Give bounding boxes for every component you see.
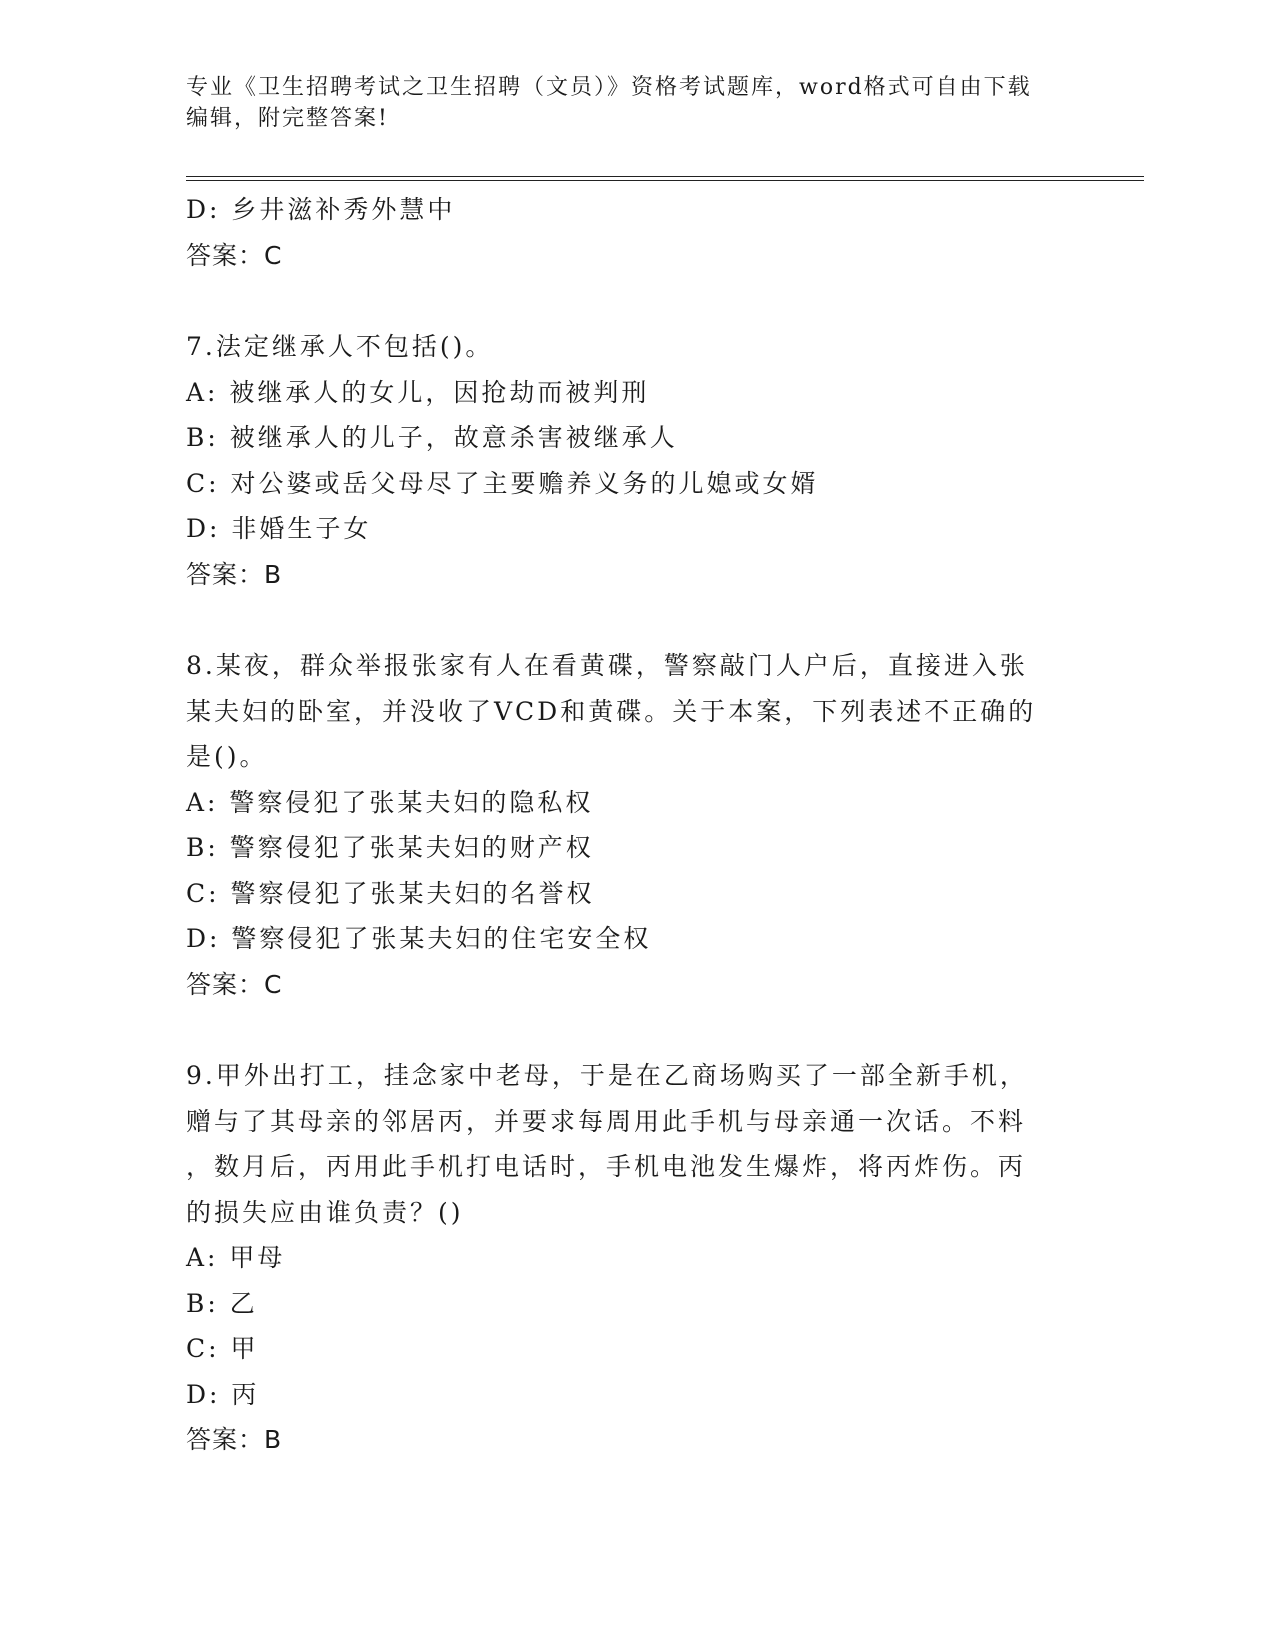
question-list [186,187,1066,1463]
question-text-line-2: 某夫妇的卧室，并没收了VCD和黄碟。关于本案，下列表述不正确的 [186,696,1037,726]
question-text-line-1: 8.某夜，群众举报张家有人在看黄碟，警察敲门人户后，直接进入张 [186,651,1028,680]
document-header [186,72,1066,134]
question-text: 7.法定继承人不包括()。 [186,332,494,361]
answer: 答案：B [186,559,283,589]
previous-question-tail [186,187,1066,278]
option-a: A: 被继承人的女儿，因抢劫而被判刑 [186,377,650,407]
answer: 答案：C [186,969,283,999]
spacer [186,278,1066,324]
question-8 [186,643,1066,1007]
answer: 答案：C [186,240,283,270]
option-d: D: 警察侵犯了张某夫妇的住宅安全权 [186,924,652,953]
question-text-line-3: ，数月后，丙用此手机打电话时，手机电池发生爆炸，将丙炸伤。丙 [186,1152,1027,1181]
answer: 答案：B [186,1425,283,1454]
header-divider [186,176,1144,181]
question-text-line-2: 赠与了其母亲的邻居丙，并要求每周用此手机与母亲通一次话。不料 [186,1106,1027,1136]
option-b: B: 被继承人的儿子，故意杀害被继承人 [186,423,678,452]
option-b: B: 警察侵犯了张某夫妇的财产权 [186,833,594,862]
option-a: A: 甲母 [186,1243,286,1272]
option-d: D: 丙 [186,1379,260,1409]
spacer [186,1007,1066,1053]
question-9 [186,1053,1066,1463]
spacer [186,597,1066,643]
question-text-line-3: 是()。 [186,742,268,771]
header-line-1: 专业《卫生招聘考试之卫生招聘（文员）》资格考试题库，word格式可自由下载 [186,75,1032,100]
question-text-line-4: 的损失应由谁负责？() [186,1197,464,1227]
option-d: D: 乡井滋补秀外慧中 [186,195,456,224]
option-a: A: 警察侵犯了张某夫妇的隐私权 [186,787,594,817]
option-b: B: 乙 [186,1288,258,1318]
header-line-2: 编辑，附完整答案! [186,106,389,131]
option-c: C: 甲 [186,1334,259,1363]
option-c: C: 对公婆或岳父母尽了主要赡养义务的儿媳或女婿 [186,468,819,498]
option-d: D: 非婚生子女 [186,514,372,543]
question-text-line-1: 9.甲外出打工，挂念家中老母，于是在乙商场购买了一部全新手机， [186,1061,1028,1090]
question-7 [186,324,1066,597]
option-c: C: 警察侵犯了张某夫妇的名誉权 [186,878,595,908]
